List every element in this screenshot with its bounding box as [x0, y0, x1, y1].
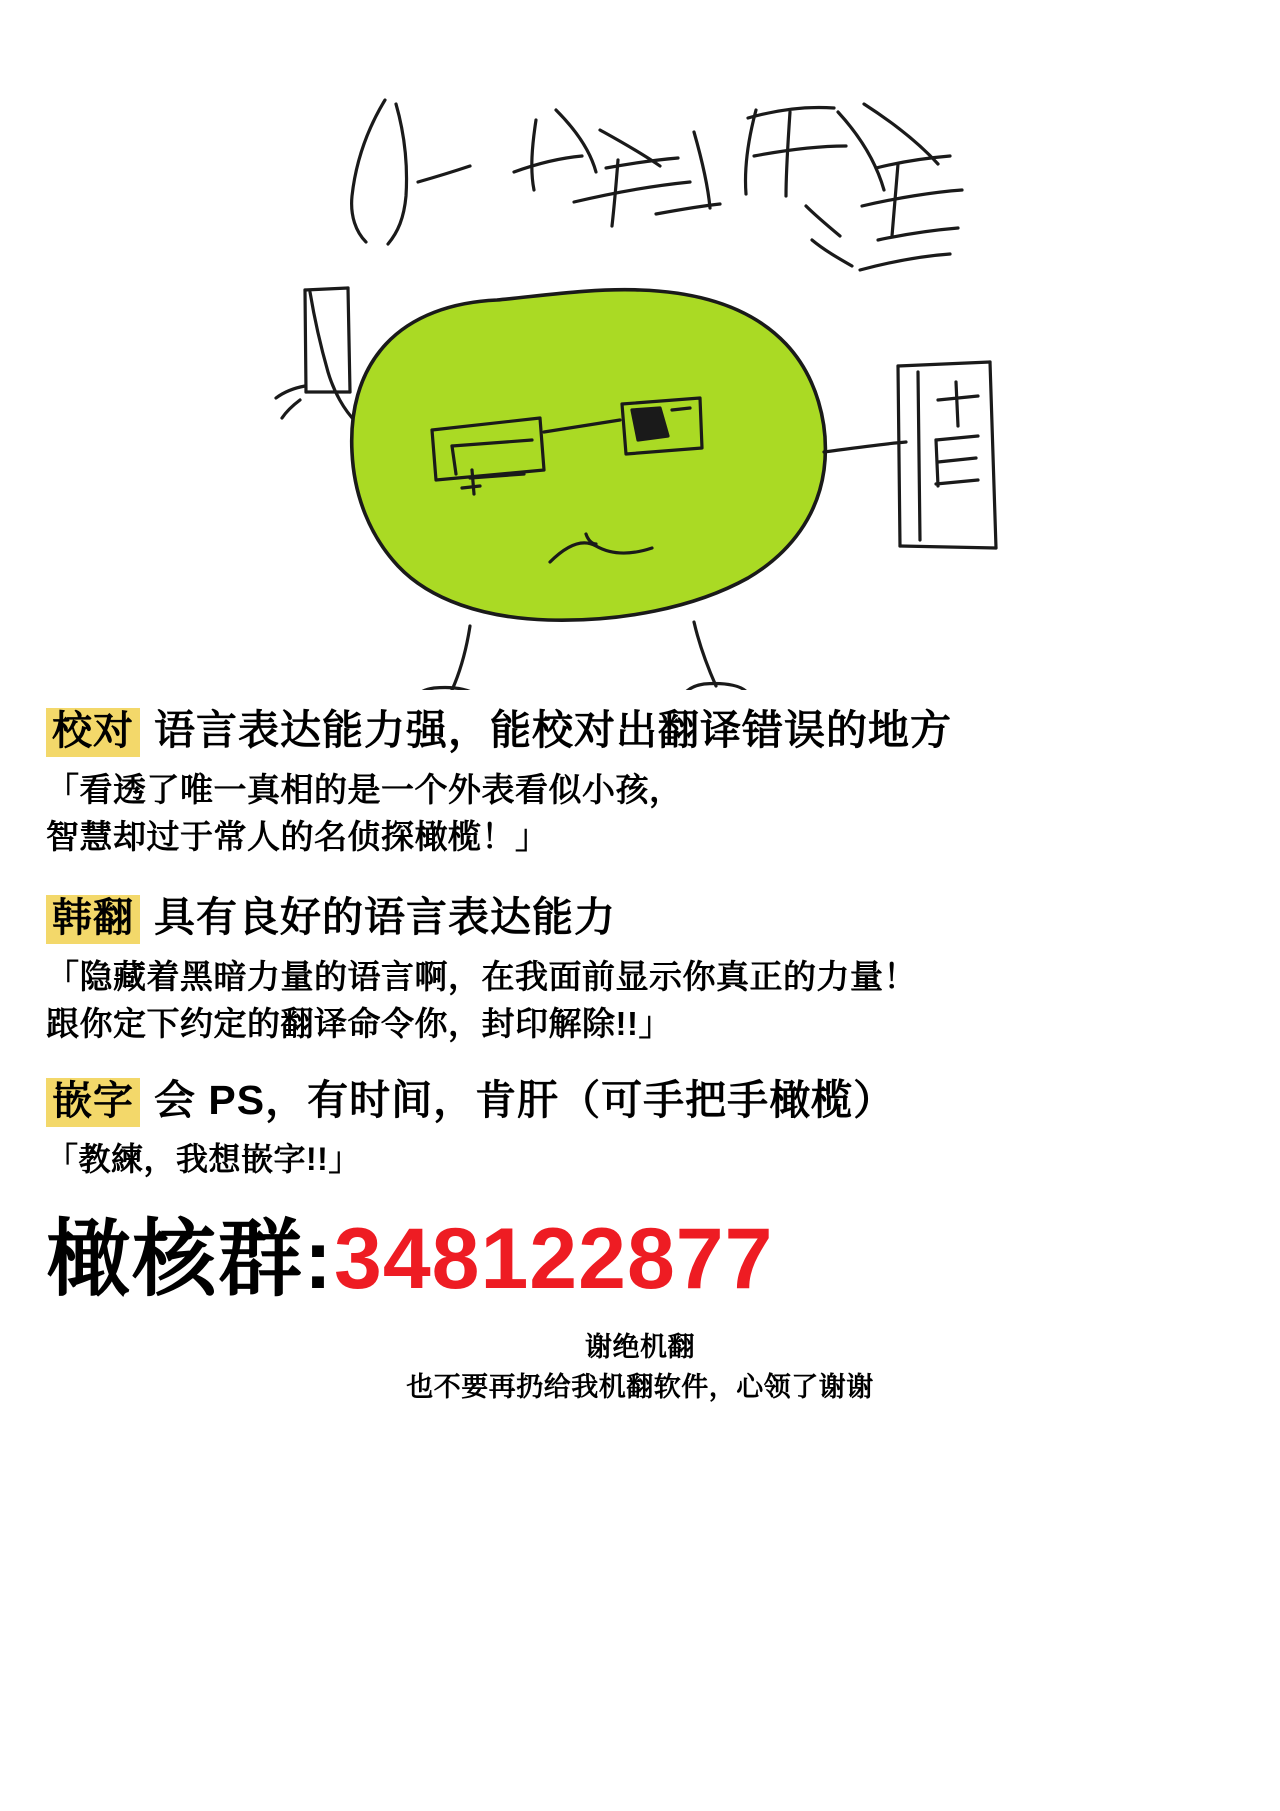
role-quote-korean-translation [46, 954, 1234, 1048]
section-head [46, 708, 1234, 757]
illustration-area [0, 0, 1280, 690]
footer-line-2: 也不要再扔给我机翻软件，心领了谢谢 [406, 1371, 874, 1402]
recruitment-content [0, 690, 1280, 1407]
role-quote-proofreading [46, 767, 1234, 861]
recruit-section-typesetting [0, 1078, 1280, 1183]
quote-line: 「看透了唯一真相的是一个外表看似小孩， [46, 771, 683, 809]
qq-group-row [0, 1211, 1280, 1308]
role-requirement-proofreading: 语言表达能力强，能校对出翻译错误的地方 [154, 707, 952, 753]
quote-line: 智慧却过于常人的名侦探橄榄！」 [46, 818, 549, 856]
quote-line: 「教練，我想嵌字!!」 [46, 1141, 361, 1177]
role-requirement-korean-translation: 具有良好的语言表达能力 [154, 893, 616, 940]
qq-group-number[interactable]: 348122877 [333, 1211, 774, 1308]
role-quote-typesetting [46, 1137, 1234, 1182]
section-head [46, 1078, 1234, 1127]
footer-line-1: 谢绝机翻 [585, 1332, 695, 1363]
role-requirement-typesetting: 会 PS，有时间，肯肝（可手把手橄榄） [154, 1076, 896, 1123]
quote-line: 跟你定下约定的翻译命令你，封印解除!!」 [46, 1004, 672, 1042]
hand-drawn-olive-mascot-icon [0, 0, 1280, 690]
qq-group-label: 橄核群: [46, 1212, 334, 1307]
section-head [46, 895, 1234, 944]
role-tag-typesetting: 嵌字 [46, 1078, 140, 1127]
quote-line: 「隐藏着黑暗力量的语言啊，在我面前显示你真正的力量！ [46, 958, 917, 996]
role-tag-proofreading: 校对 [46, 708, 140, 757]
role-tag-korean-translation: 韩翻 [46, 895, 140, 944]
recruit-section-proofreading [0, 708, 1280, 861]
recruit-section-korean-translation [0, 895, 1280, 1048]
footer-notes [0, 1328, 1280, 1406]
